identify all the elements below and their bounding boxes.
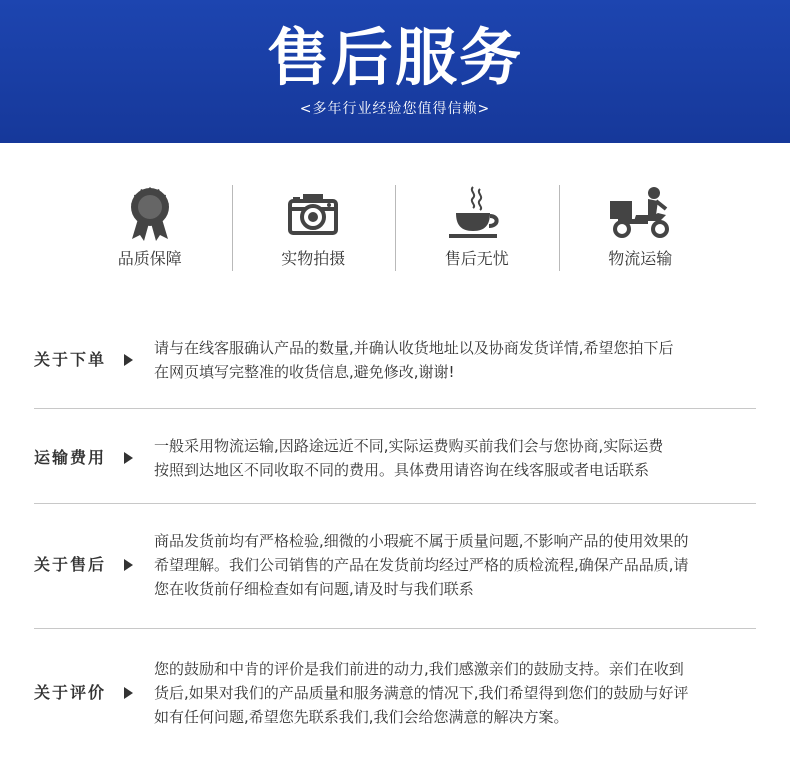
feature-label: 品质保障 <box>117 249 182 268</box>
info-section-review <box>34 657 756 731</box>
text-line: 商品发货前均有严格检验,细微的小瑕疵不属于质量问题,不影响产品的使用效果的 <box>154 532 689 550</box>
text-line: 在网页填写完整准的收货信息,避免修改,谢谢! <box>154 363 455 381</box>
text-line: 您在收货前仔细检查如有问题,请及时与我们联系 <box>154 580 474 598</box>
award-badge-icon <box>118 185 182 241</box>
divider <box>34 408 756 409</box>
arrow-right-icon <box>124 559 133 571</box>
section-title: 关于评价 <box>34 683 107 702</box>
coffee-cup-icon <box>445 185 509 241</box>
section-text <box>154 336 756 384</box>
arrow-right-icon <box>124 452 133 464</box>
text-line: 您的鼓励和中肯的评价是我们前进的动力,我们感激亲们的鼓励支持。亲们在收到 <box>154 660 684 678</box>
feature-row <box>68 185 722 275</box>
feature-label: 实物拍摄 <box>281 249 346 268</box>
arrow-right-icon <box>124 687 133 699</box>
text-line: 如有任何问题,希望您先联系我们,我们会给您满意的解决方案。 <box>154 708 569 726</box>
text-line: 希望理解。我们公司销售的产品在发货前均经过严格的质检流程,确保产品品质,请 <box>154 556 689 574</box>
info-section-aftersale <box>34 529 756 603</box>
page-subtitle: <多年行业经验您值得信赖> <box>299 101 491 117</box>
feature-label: 售后无忧 <box>444 249 509 268</box>
feature-logistics <box>559 185 723 275</box>
page-title: 售后服务 <box>266 21 523 94</box>
text-line: 货后,如果对我们的产品质量和服务满意的情况下,我们希望得到您们的鼓励与好评 <box>154 684 689 702</box>
divider <box>34 628 756 629</box>
section-text <box>154 657 756 729</box>
camera-icon <box>281 185 345 241</box>
section-text <box>154 529 756 601</box>
section-text <box>154 434 756 482</box>
text-line: 按照到达地区不同收取不同的费用。具体费用请咨询在线客服或者电话联系 <box>154 461 650 479</box>
feature-label: 物流运输 <box>608 249 673 268</box>
section-title: 运输费用 <box>34 448 107 467</box>
section-title: 关于售后 <box>34 555 107 574</box>
text-line: 一般采用物流运输,因路途远近不同,实际运费购买前我们会与您协商,实际运费 <box>154 437 664 455</box>
feature-aftersale <box>395 185 559 275</box>
arrow-right-icon <box>124 354 133 366</box>
info-section-shipping <box>34 434 756 484</box>
section-title: 关于下单 <box>34 350 107 369</box>
header-banner <box>0 0 790 143</box>
feature-quality <box>68 185 232 275</box>
feature-photo <box>232 185 396 275</box>
delivery-scooter-icon <box>608 185 672 241</box>
divider <box>34 503 756 504</box>
text-line: 请与在线客服确认产品的数量,并确认收货地址以及协商发货详情,希望您拍下后 <box>154 339 674 357</box>
info-section-order <box>34 336 756 396</box>
